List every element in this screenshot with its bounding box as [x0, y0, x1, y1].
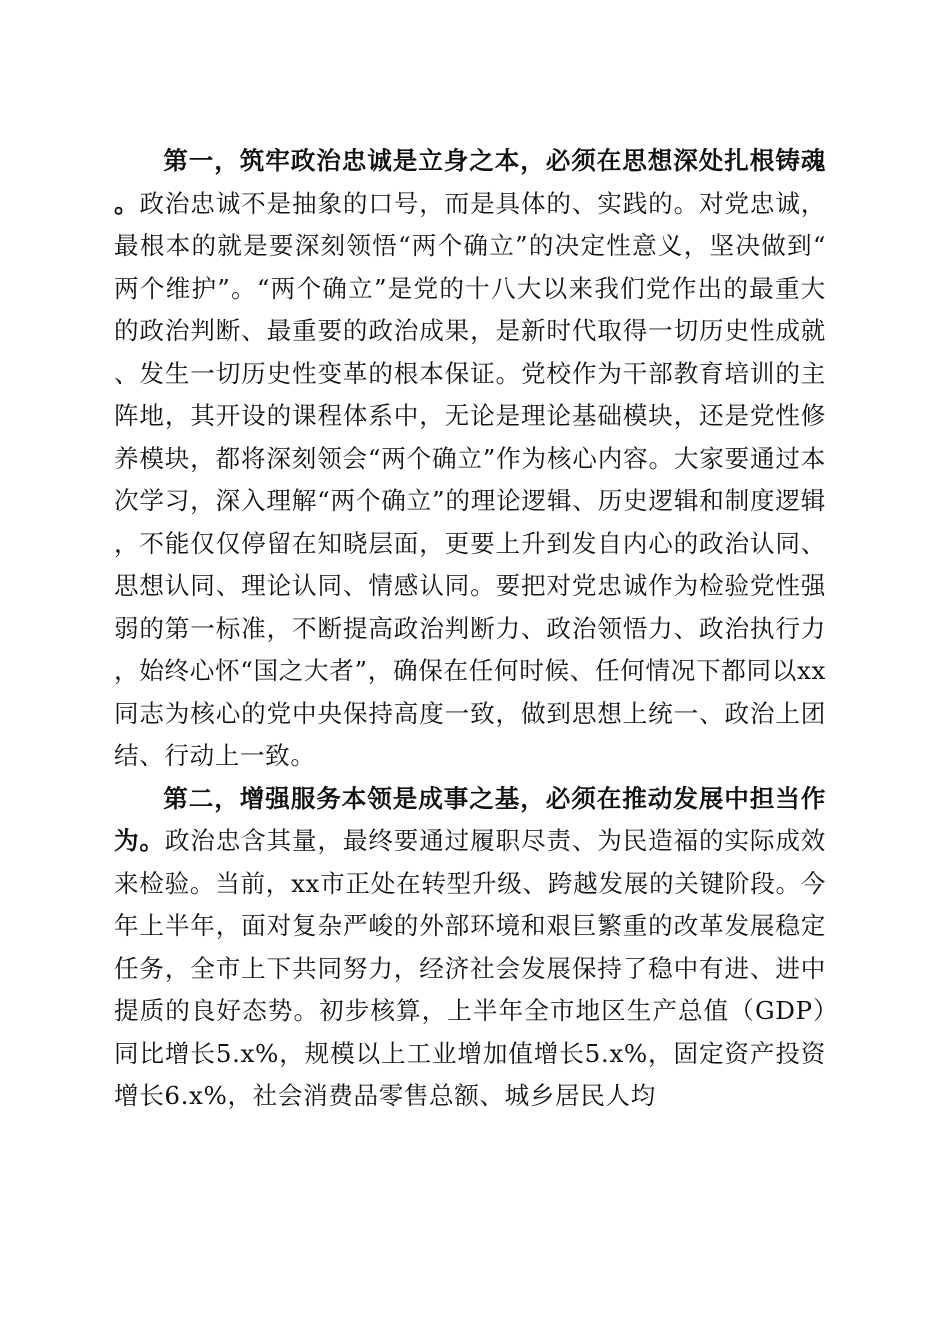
- paragraph-first-point: [114, 140, 826, 778]
- paragraph-body-text: 政治忠含其量，最终要通过履职尽责、为民造福的实际成效来检验。当前，xx市正处在转型升级、跨越发展的关键阶段。今年上半年，面对复杂严峻的外部环境和艰巨繁重的改革发展稳定任务，全市上下共同努力，经济社会发展保持了稳中有进、进中提质的良好态势。初步核算，上半年全市地区生产总值（GDP）同比增长5.x%，规模以上工业增加值增长5.x%，固定资产投资增长6.x%，社会消费品零售总额、城乡居民人均: [114, 826, 826, 1110]
- document-page: [114, 140, 826, 1118]
- paragraph-body-text: 政治忠诚不是抽象的口号，而是具体的、实践的。对党忠诚，最根本的就是要深刻领悟“两个确立”的决定性意义，坚决做到“两个维护”。“两个确立”是党的十八大以来我们党作出的最重大的政治判断、最重要的政治成果，是新时代取得一切历史性成就、发生一切历史性变革的根本保证。党校作为干部教育培训的主阵地，其开设的课程体系中，无论是理论基础模块，还是党性修养模块，都将深刻领会“两个确立”作为核心内容。大家要通过本次学习，深入理解“两个确立”的理论逻辑、历史逻辑和制度逻辑，不能仅仅停留在知晓层面，更要上升到发自内心的政治认同、思想认同、理论认同、情感认同。要把对党忠诚作为检验党性强弱的第一标准，不断提高政治判断力、政治领悟力、政治执行力，始终心怀“国之大者”，确保在任何时候、任何情况下都同以xx同志为核心的党中央保持高度一致，做到思想上统一、政治上团结、行动上一致。: [114, 188, 826, 770]
- paragraph-lead-sentence: 第一，筑牢政治忠诚是立身之本，必须在思想深处扎根铸魂。: [114, 146, 826, 218]
- paragraph-second-point: [114, 778, 826, 1118]
- paragraph-lead-sentence: 第二，增强服务本领是成事之基，必须在推动发展中担当作为。: [114, 783, 826, 855]
